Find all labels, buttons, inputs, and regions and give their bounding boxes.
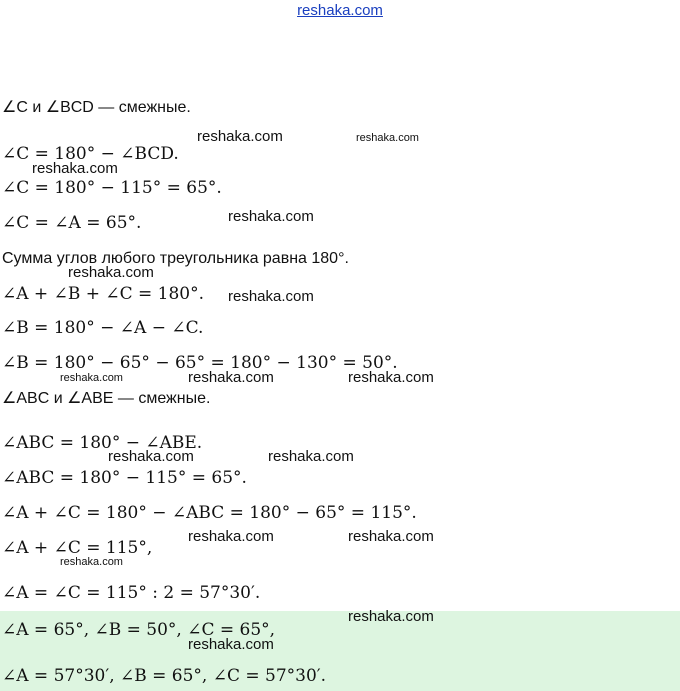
solution-line: ∠ABC и ∠ABE — смежные.	[2, 390, 211, 407]
watermark: reshaka.com	[228, 208, 314, 225]
watermark: reshaka.com	[228, 288, 314, 305]
solution-line: ∠C = 180° − 115° = 65°.	[2, 178, 222, 198]
solution-line: ∠A = ∠C = 115° : 2 = 57°30′.	[2, 583, 261, 603]
watermark: reshaka.com	[188, 369, 274, 386]
solution-line: ∠A + ∠B + ∠C = 180°.	[2, 284, 205, 304]
watermark: reshaka.com	[188, 528, 274, 545]
solution-line: ∠C = ∠A = 65°.	[2, 213, 142, 233]
answer-line: ∠A = 57°30′, ∠B = 65°, ∠C = 57°30′.	[2, 666, 327, 686]
solution-line: ∠ABC = 180° − ∠ABE.	[2, 433, 203, 453]
watermark: reshaka.com	[188, 636, 274, 653]
watermark: reshaka.com	[348, 369, 434, 386]
watermark: reshaka.com	[68, 264, 154, 281]
site-link[interactable]: reshaka.com	[297, 2, 383, 19]
watermark: reshaka.com	[356, 132, 419, 144]
solution-line: ∠C = 180° − ∠BCD.	[2, 144, 179, 164]
solution-line: ∠A + ∠C = 180° − ∠ABC = 180° − 65° = 115°.	[2, 503, 417, 523]
watermark: reshaka.com	[348, 528, 434, 545]
solution-line: ∠B = 180° − ∠A − ∠C.	[2, 318, 204, 338]
solution-line: ∠C и ∠BCD — смежные.	[2, 99, 191, 116]
solution-line: ∠A + ∠C = 115°,	[2, 538, 153, 558]
solution-line: ∠B = 180° − 65° − 65° = 180° − 130° = 50°.	[2, 353, 398, 373]
watermark: reshaka.com	[60, 556, 123, 568]
solution-line: ∠ABC = 180° − 115° = 65°.	[2, 468, 247, 488]
watermark: reshaka.com	[268, 448, 354, 465]
watermark: reshaka.com	[348, 608, 434, 625]
watermark: reshaka.com	[108, 448, 194, 465]
answer-line: ∠A = 65°, ∠B = 50°, ∠C = 65°,	[2, 620, 276, 640]
watermark: reshaka.com	[32, 160, 118, 177]
solution-line: Сумма углов любого треугольника равна 180°.	[2, 250, 349, 267]
watermark: reshaka.com	[60, 372, 123, 384]
watermark: reshaka.com	[197, 128, 283, 145]
